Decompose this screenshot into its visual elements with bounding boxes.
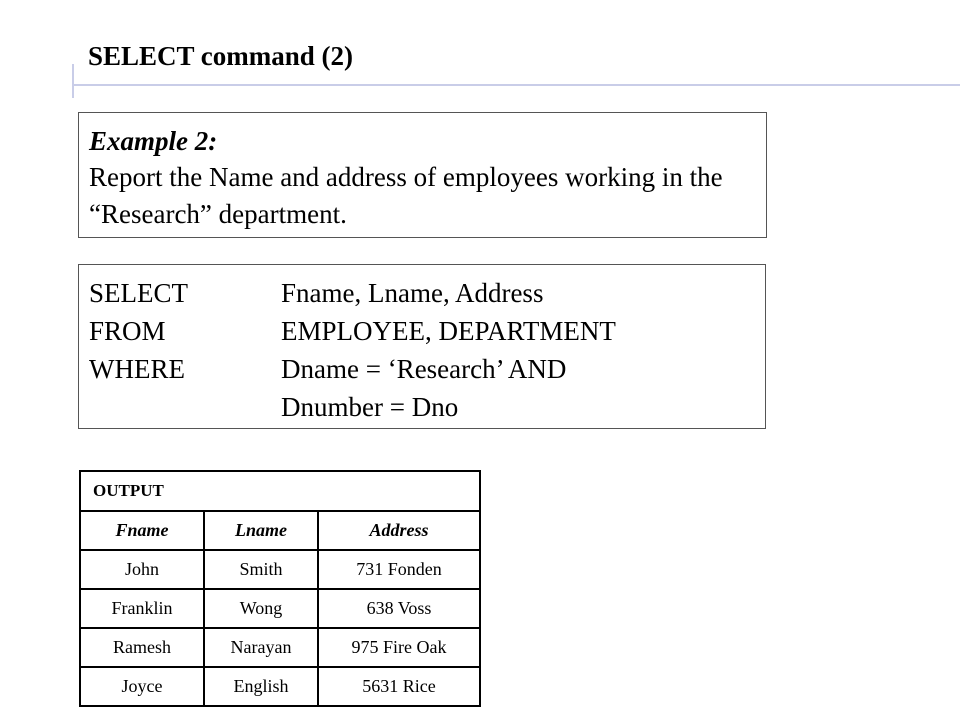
sql-line-where bbox=[89, 350, 765, 388]
sql-clause: Dnumber = Dno bbox=[281, 392, 459, 422]
column-header-lname: Lname bbox=[204, 511, 318, 550]
table-caption: OUTPUT bbox=[80, 471, 480, 511]
table-cell: Smith bbox=[204, 550, 318, 589]
table-row bbox=[80, 550, 480, 589]
table-cell: John bbox=[80, 550, 204, 589]
sql-query-box bbox=[78, 264, 766, 429]
column-header-fname: Fname bbox=[80, 511, 204, 550]
sql-line-from bbox=[89, 312, 765, 350]
sql-keyword bbox=[89, 388, 281, 426]
table-cell: Franklin bbox=[80, 589, 204, 628]
table-cell: 731 Fonden bbox=[318, 550, 480, 589]
table-cell: Narayan bbox=[204, 628, 318, 667]
sql-line-select bbox=[89, 274, 765, 312]
table-caption-row bbox=[80, 471, 480, 511]
sql-clause: EMPLOYEE, DEPARTMENT bbox=[281, 316, 616, 346]
sql-keyword: FROM bbox=[89, 316, 166, 346]
sql-clause: Dname = ‘Research’ AND bbox=[281, 354, 567, 384]
table-cell: Wong bbox=[204, 589, 318, 628]
column-header-address: Address bbox=[318, 511, 480, 550]
table-row bbox=[80, 628, 480, 667]
sql-keyword: SELECT bbox=[89, 278, 188, 308]
table-cell: Joyce bbox=[80, 667, 204, 706]
example-description: Report the Name and address of employees working in the “Research” department. bbox=[89, 162, 723, 229]
table-row bbox=[80, 589, 480, 628]
sql-clause: Fname, Lname, Address bbox=[281, 278, 544, 308]
example-box bbox=[78, 112, 767, 238]
header-rule-vertical bbox=[72, 64, 74, 98]
table-cell: Ramesh bbox=[80, 628, 204, 667]
table-header-row bbox=[80, 511, 480, 550]
sql-line-where-continued bbox=[89, 388, 765, 426]
sql-keyword: WHERE bbox=[89, 354, 185, 384]
table-row bbox=[80, 667, 480, 706]
table-cell: 975 Fire Oak bbox=[318, 628, 480, 667]
example-heading: Example 2: bbox=[89, 126, 218, 156]
slide-title: SELECT command (2) bbox=[88, 41, 354, 71]
table-cell: English bbox=[204, 667, 318, 706]
output-table bbox=[79, 470, 481, 707]
table-cell: 5631 Rice bbox=[318, 667, 480, 706]
header-rule-horizontal bbox=[72, 84, 960, 86]
table-cell: 638 Voss bbox=[318, 589, 480, 628]
